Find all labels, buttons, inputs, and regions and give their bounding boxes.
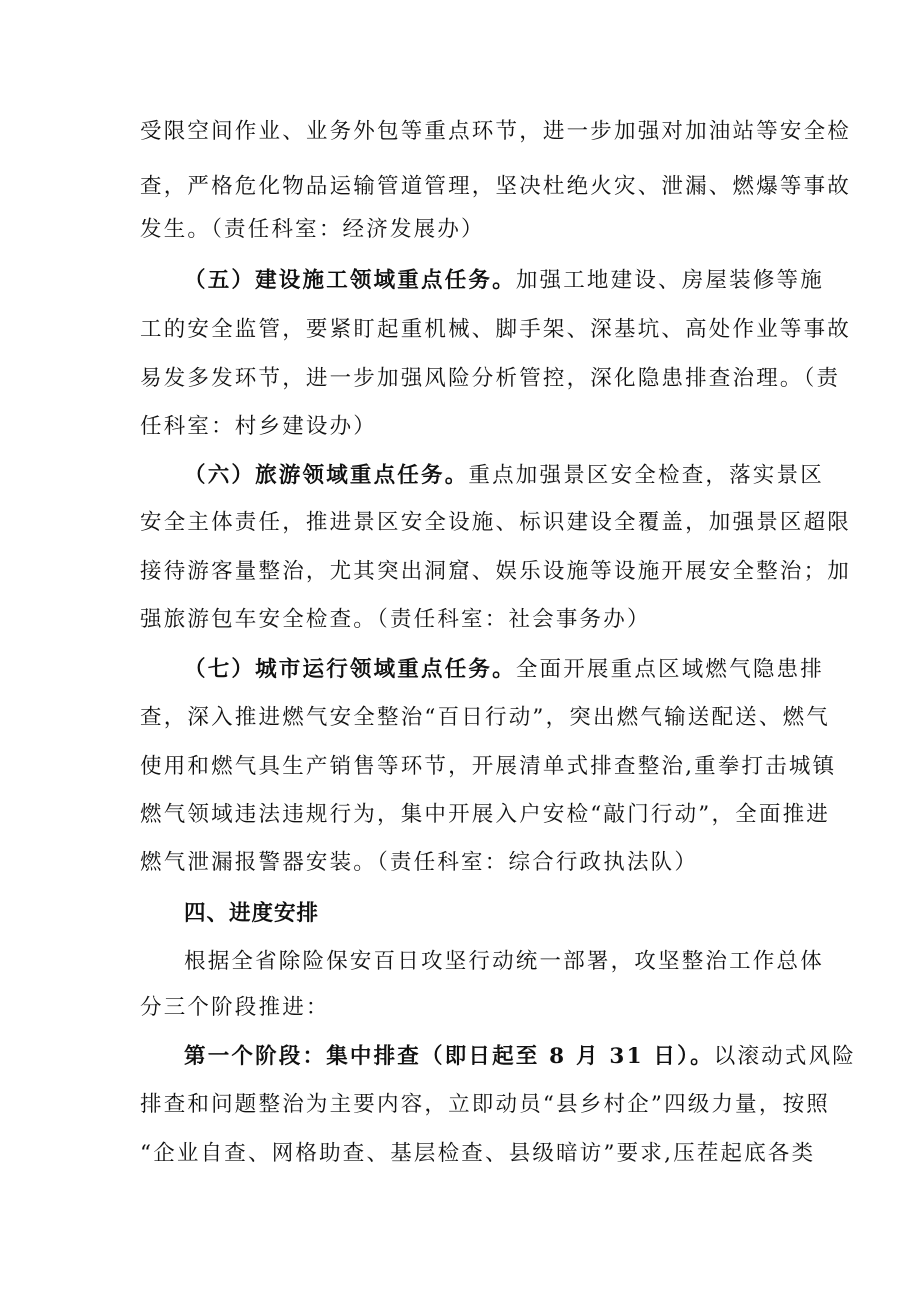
paragraph-text: 以滚动式风险 [713, 1044, 856, 1069]
paragraph-line: 发生。（责任科室：经济发展办） [140, 217, 485, 242]
paragraph-line: 排查和问题整治为主要内容，立即动员“县乡村企”四级力量，按照 [140, 1092, 830, 1117]
paragraph-line: 查，深入推进燃气安全整治“百日行动”，突出燃气输送配送、燃气 [140, 705, 830, 730]
paragraph-line: “企业自查、网格助查、基层检查、县级暗访”要求,压茬起底各类 [140, 1141, 816, 1166]
paragraph-line: 易发多发环节，进一步加强风险分析管控，深化隐患排查治理。（责 [140, 366, 841, 391]
paragraph-line: 强旅游包车安全检查。（责任科室：社会事务办） [140, 607, 651, 632]
paragraph-line: 根据全省除险保安百日攻坚行动统一部署，攻坚整治工作总体 [184, 949, 824, 974]
section-title: 第一个阶段：集中排查（即日起至 8 月 31 日）。 [184, 1044, 714, 1069]
section-title: （六）旅游领域重点任务。 [184, 463, 469, 488]
paragraph-line [184, 1042, 856, 1072]
paragraph-text: 重点加强景区安全检查，落实景区 [468, 463, 824, 488]
paragraph-line: 分三个阶段推进： [140, 995, 330, 1020]
paragraph-line [184, 266, 824, 296]
paragraph-text: 加强工地建设、房屋装修等施 [515, 268, 824, 293]
paragraph-line: 使用和燃气具生产销售等环节，开展清单式排查整治,重拳打击城镇 [140, 754, 837, 779]
paragraph-line: 查，严格危化物品运输管道管理，坚决杜绝火灾、泄漏、燃爆等事故 [140, 174, 852, 199]
paragraph-line: 燃气领域违法违规行为，集中开展入户安检“敲门行动”，全面推进 [140, 802, 830, 827]
paragraph-line: 接待游客量整治，尤其突出洞窟、娱乐设施等设施开展安全整治；加 [140, 559, 852, 584]
paragraph-line: 受限空间作业、业务外包等重点环节，进一步加强对加油站等安全检 [140, 119, 852, 144]
paragraph-line: 燃气泄漏报警器安装。（责任科室：综合行政执法队） [140, 850, 699, 875]
paragraph-line [184, 461, 824, 491]
paragraph-text: 全面开展重点区域燃气隐患排 [515, 657, 824, 682]
paragraph-line [184, 655, 824, 685]
section-heading: 四、进度安排 [184, 901, 320, 926]
paragraph-line: 任科室：村乡建设办） [140, 414, 378, 439]
paragraph-line: 安全主体责任，推进景区安全设施、标识建设全覆盖，加强景区超限 [140, 510, 852, 535]
section-title: （五）建设施工领域重点任务。 [184, 268, 516, 293]
section-title: （七）城市运行领域重点任务。 [184, 657, 516, 682]
paragraph-line: 工的安全监管，要紧盯起重机械、脚手架、深基坑、高处作业等事故 [140, 317, 852, 342]
